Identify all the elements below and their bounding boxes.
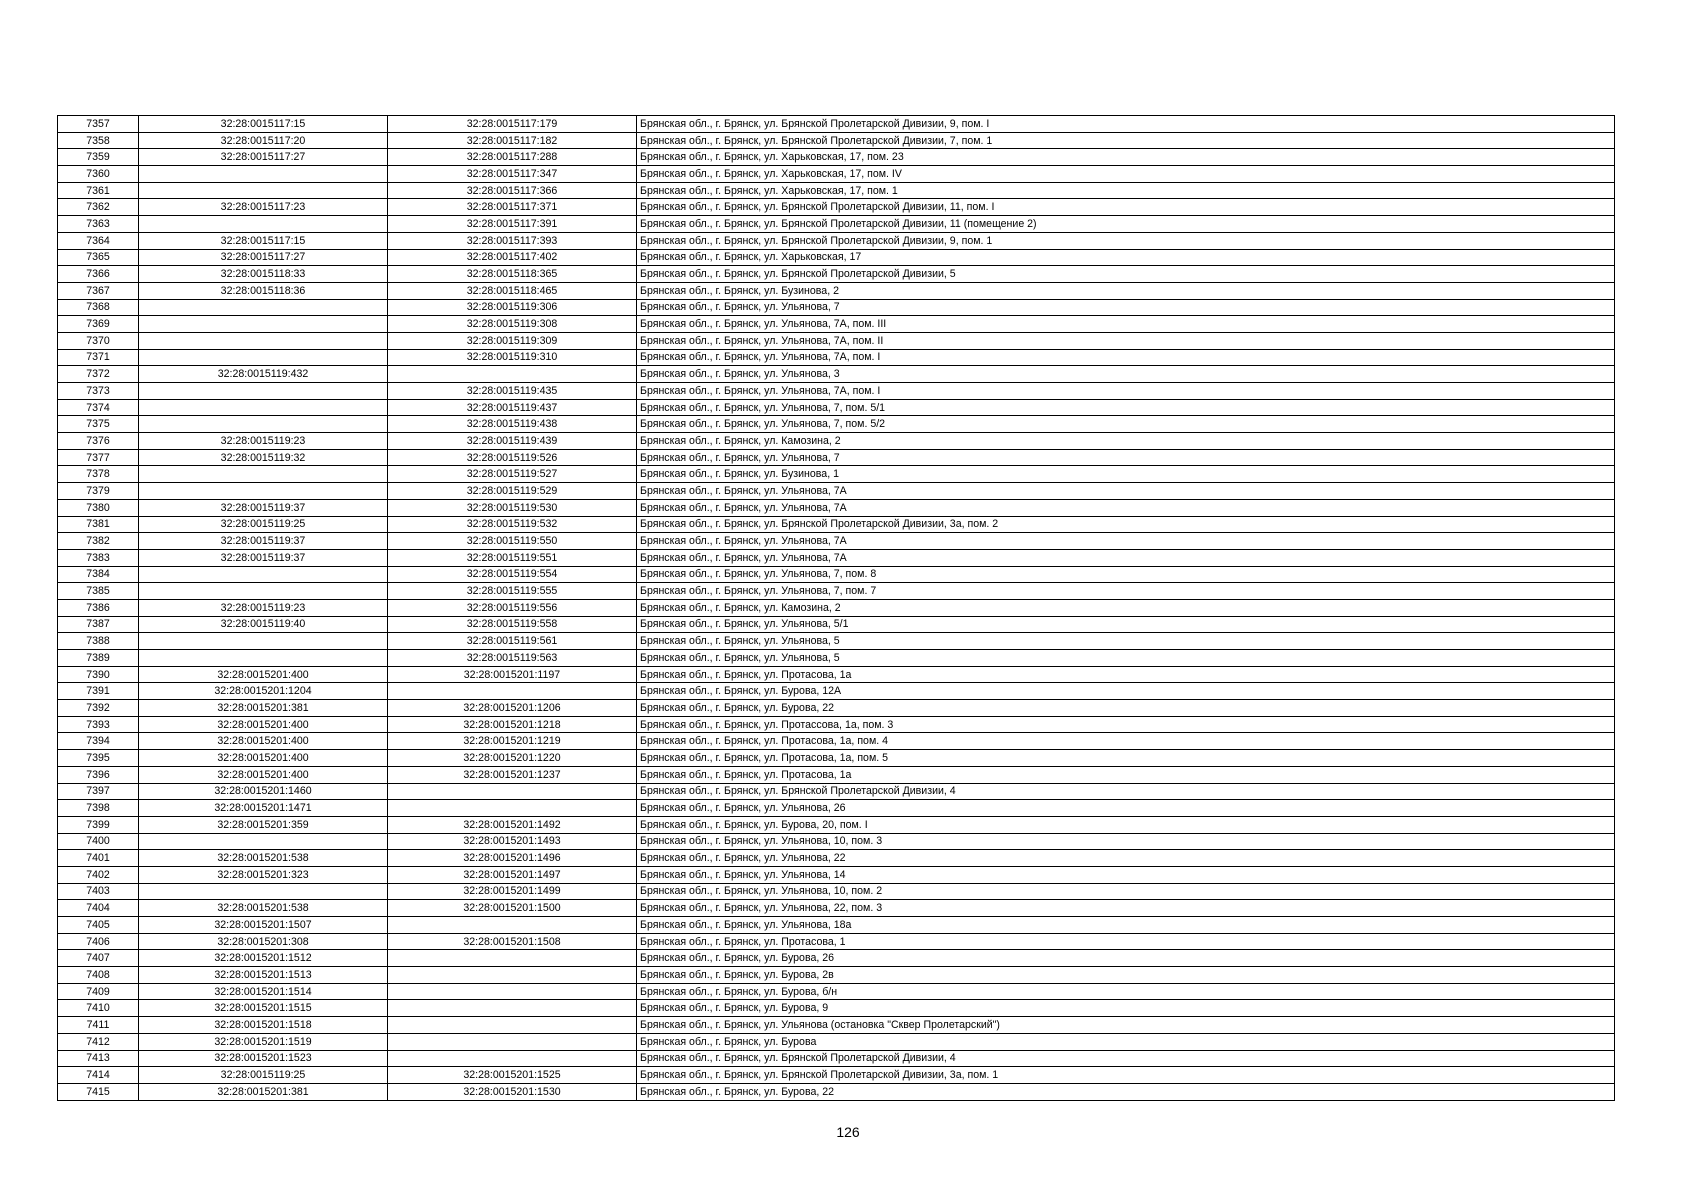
cadastral-number-cell: 32:28:0015119:310 (388, 349, 637, 366)
row-number-cell: 7403 (58, 883, 139, 900)
table-row (58, 216, 1615, 233)
table-row (58, 983, 1615, 1000)
address-cell: Брянская обл., г. Брянск, ул. Ульянова, 7 (637, 449, 1615, 466)
row-number-cell: 7372 (58, 366, 139, 383)
parent-cadastral-number-cell: 32:28:0015201:1471 (139, 800, 388, 817)
row-number-cell: 7392 (58, 700, 139, 717)
table-row (58, 282, 1615, 299)
address-cell: Брянская обл., г. Брянск, ул. Ульянова, 7, пом. 8 (637, 566, 1615, 583)
address-cell: Брянская обл., г. Брянск, ул. Ульянова, 7А (637, 483, 1615, 500)
parent-cadastral-number-cell (139, 349, 388, 366)
address-cell: Брянская обл., г. Брянск, ул. Ульянова, 7А (637, 499, 1615, 516)
table-row (58, 249, 1615, 266)
table-row (58, 650, 1615, 667)
parent-cadastral-number-cell: 32:28:0015201:1204 (139, 683, 388, 700)
address-cell: Брянская обл., г. Брянск, ул. Брянской Пролетарской Дивизии, 11, пом. I (637, 199, 1615, 216)
row-number-cell: 7361 (58, 182, 139, 199)
row-number-cell: 7358 (58, 132, 139, 149)
cadastral-number-cell (388, 983, 637, 1000)
cadastral-number-cell: 32:28:0015117:182 (388, 132, 637, 149)
address-cell: Брянская обл., г. Брянск, ул. Харьковская, 17 (637, 249, 1615, 266)
address-cell: Брянская обл., г. Брянск, ул. Бурова, 20, пом. I (637, 816, 1615, 833)
table-row (58, 166, 1615, 183)
row-number-cell: 7373 (58, 383, 139, 400)
row-number-cell: 7393 (58, 716, 139, 733)
table-row (58, 683, 1615, 700)
row-number-cell: 7389 (58, 650, 139, 667)
address-cell: Брянская обл., г. Брянск, ул. Ульянова (остановка "Сквер Пролетарский") (637, 1017, 1615, 1034)
address-cell: Брянская обл., г. Брянск, ул. Ульянова, 18а (637, 917, 1615, 934)
table-row (58, 416, 1615, 433)
address-cell: Брянская обл., г. Брянск, ул. Ульянова, 7А, пом. I (637, 349, 1615, 366)
row-number-cell: 7375 (58, 416, 139, 433)
cadastral-number-cell (388, 783, 637, 800)
cadastral-number-cell: 32:28:0015119:550 (388, 533, 637, 550)
address-cell: Брянская обл., г. Брянск, ул. Бурова (637, 1033, 1615, 1050)
row-number-cell: 7369 (58, 316, 139, 333)
address-cell: Брянская обл., г. Брянск, ул. Ульянова, 7А (637, 533, 1615, 550)
parent-cadastral-number-cell: 32:28:0015119:37 (139, 499, 388, 516)
cadastral-number-cell: 32:28:0015201:1218 (388, 716, 637, 733)
table-row (58, 866, 1615, 883)
address-cell: Брянская обл., г. Брянск, ул. Протасова, 1а (637, 766, 1615, 783)
cadastral-number-cell: 32:28:0015117:179 (388, 116, 637, 133)
table-row (58, 1000, 1615, 1017)
row-number-cell: 7409 (58, 983, 139, 1000)
cadastral-number-cell: 32:28:0015201:1492 (388, 816, 637, 833)
parent-cadastral-number-cell: 32:28:0015201:400 (139, 733, 388, 750)
table-row (58, 132, 1615, 149)
address-cell: Брянская обл., г. Брянск, ул. Ульянова, 7, пом. 5/1 (637, 399, 1615, 416)
address-cell: Брянская обл., г. Брянск, ул. Ульянова, 5 (637, 650, 1615, 667)
table-row (58, 266, 1615, 283)
parent-cadastral-number-cell (139, 833, 388, 850)
table-row (58, 933, 1615, 950)
table-row (58, 499, 1615, 516)
cadastral-number-cell: 32:28:0015201:1508 (388, 933, 637, 950)
address-cell: Брянская обл., г. Брянск, ул. Протасова, 1а (637, 666, 1615, 683)
parent-cadastral-number-cell: 32:28:0015117:27 (139, 149, 388, 166)
table-row (58, 199, 1615, 216)
parent-cadastral-number-cell: 32:28:0015201:1514 (139, 983, 388, 1000)
parent-cadastral-number-cell (139, 883, 388, 900)
address-cell: Брянская обл., г. Брянск, ул. Брянской Пролетарской Дивизии, 4 (637, 1050, 1615, 1067)
cadastral-number-cell: 32:28:0015117:391 (388, 216, 637, 233)
cadastral-number-cell: 32:28:0015119:526 (388, 449, 637, 466)
table-row (58, 967, 1615, 984)
address-cell: Брянская обл., г. Брянск, ул. Ульянова, 5/1 (637, 616, 1615, 633)
table-row (58, 616, 1615, 633)
cadastral-number-cell: 32:28:0015119:551 (388, 549, 637, 566)
row-number-cell: 7382 (58, 533, 139, 550)
parent-cadastral-number-cell (139, 483, 388, 500)
row-number-cell: 7398 (58, 800, 139, 817)
row-number-cell: 7412 (58, 1033, 139, 1050)
parent-cadastral-number-cell: 32:28:0015119:23 (139, 599, 388, 616)
cadastral-number-cell: 32:28:0015201:1497 (388, 866, 637, 883)
table-row (58, 783, 1615, 800)
cadastral-number-cell: 32:28:0015119:554 (388, 566, 637, 583)
parent-cadastral-number-cell: 32:28:0015117:27 (139, 249, 388, 266)
cadastral-number-cell: 32:28:0015201:1499 (388, 883, 637, 900)
cadastral-number-cell: 32:28:0015201:1525 (388, 1067, 637, 1084)
address-cell: Брянская обл., г. Брянск, ул. Ульянова, 7, пом. 7 (637, 583, 1615, 600)
address-cell: Брянская обл., г. Брянск, ул. Ульянова, 10, пом. 2 (637, 883, 1615, 900)
row-number-cell: 7400 (58, 833, 139, 850)
address-cell: Брянская обл., г. Брянск, ул. Протасова, 1а, пом. 5 (637, 750, 1615, 767)
address-cell: Брянская обл., г. Брянск, ул. Бурова, 22 (637, 700, 1615, 717)
parent-cadastral-number-cell (139, 633, 388, 650)
address-cell: Брянская обл., г. Брянск, ул. Харьковская, 17, пом. IV (637, 166, 1615, 183)
cadastral-number-cell: 32:28:0015119:563 (388, 650, 637, 667)
row-number-cell: 7378 (58, 466, 139, 483)
row-number-cell: 7402 (58, 866, 139, 883)
cadastral-number-cell: 32:28:0015117:288 (388, 149, 637, 166)
cadastral-number-cell: 32:28:0015117:402 (388, 249, 637, 266)
table-row (58, 583, 1615, 600)
parent-cadastral-number-cell: 32:28:0015117:23 (139, 199, 388, 216)
parent-cadastral-number-cell: 32:28:0015201:538 (139, 850, 388, 867)
row-number-cell: 7359 (58, 149, 139, 166)
parent-cadastral-number-cell (139, 216, 388, 233)
address-cell: Брянская обл., г. Брянск, ул. Ульянова, 26 (637, 800, 1615, 817)
cadastral-number-cell: 32:28:0015119:558 (388, 616, 637, 633)
parent-cadastral-number-cell: 32:28:0015117:15 (139, 116, 388, 133)
address-cell: Брянская обл., г. Брянск, ул. Бурова, 9 (637, 1000, 1615, 1017)
cadastral-number-cell: 32:28:0015119:438 (388, 416, 637, 433)
address-cell: Брянская обл., г. Брянск, ул. Бурова, 12А (637, 683, 1615, 700)
cadastral-number-cell (388, 1050, 637, 1067)
table-row (58, 466, 1615, 483)
table-row (58, 349, 1615, 366)
table-row (58, 516, 1615, 533)
row-number-cell: 7413 (58, 1050, 139, 1067)
address-cell: Брянская обл., г. Брянск, ул. Ульянова, 14 (637, 866, 1615, 883)
parent-cadastral-number-cell: 32:28:0015201:400 (139, 716, 388, 733)
row-number-cell: 7381 (58, 516, 139, 533)
row-number-cell: 7363 (58, 216, 139, 233)
address-cell: Брянская обл., г. Брянск, ул. Протасова, 1а, пом. 4 (637, 733, 1615, 750)
table-row (58, 1017, 1615, 1034)
parent-cadastral-number-cell (139, 332, 388, 349)
row-number-cell: 7357 (58, 116, 139, 133)
parent-cadastral-number-cell (139, 650, 388, 667)
parent-cadastral-number-cell: 32:28:0015201:1507 (139, 917, 388, 934)
address-cell: Брянская обл., г. Брянск, ул. Брянской Пролетарской Дивизии, 11 (помещение 2) (637, 216, 1615, 233)
row-number-cell: 7386 (58, 599, 139, 616)
cadastral-number-cell: 32:28:0015119:306 (388, 299, 637, 316)
parent-cadastral-number-cell: 32:28:0015201:308 (139, 933, 388, 950)
row-number-cell: 7385 (58, 583, 139, 600)
table-row (58, 316, 1615, 333)
cadastral-number-cell: 32:28:0015201:1493 (388, 833, 637, 850)
address-cell: Брянская обл., г. Брянск, ул. Бурова, 2в (637, 967, 1615, 984)
cadastral-number-cell: 32:28:0015119:308 (388, 316, 637, 333)
register-table-body (58, 116, 1615, 1101)
cadastral-number-cell (388, 800, 637, 817)
parent-cadastral-number-cell: 32:28:0015119:23 (139, 433, 388, 450)
address-cell: Брянская обл., г. Брянск, ул. Брянской Пролетарской Дивизии, 5 (637, 266, 1615, 283)
row-number-cell: 7414 (58, 1067, 139, 1084)
address-cell: Брянская обл., г. Брянск, ул. Камозина, 2 (637, 599, 1615, 616)
row-number-cell: 7396 (58, 766, 139, 783)
cadastral-number-cell (388, 1017, 637, 1034)
cadastral-number-cell: 32:28:0015201:1237 (388, 766, 637, 783)
row-number-cell: 7368 (58, 299, 139, 316)
cadastral-number-cell: 32:28:0015119:437 (388, 399, 637, 416)
table-row (58, 950, 1615, 967)
table-row (58, 700, 1615, 717)
parent-cadastral-number-cell: 32:28:0015201:538 (139, 900, 388, 917)
cadastral-number-cell: 32:28:0015201:1220 (388, 750, 637, 767)
parent-cadastral-number-cell: 32:28:0015201:1460 (139, 783, 388, 800)
address-cell: Брянская обл., г. Брянск, ул. Ульянова, 22 (637, 850, 1615, 867)
address-cell: Брянская обл., г. Брянск, ул. Ульянова, 7А, пом. III (637, 316, 1615, 333)
parent-cadastral-number-cell: 32:28:0015201:1523 (139, 1050, 388, 1067)
row-number-cell: 7362 (58, 199, 139, 216)
row-number-cell: 7404 (58, 900, 139, 917)
cadastral-number-cell: 32:28:0015201:1496 (388, 850, 637, 867)
address-cell: Брянская обл., г. Брянск, ул. Протассова, 1а, пом. 3 (637, 716, 1615, 733)
row-number-cell: 7401 (58, 850, 139, 867)
table-row (58, 800, 1615, 817)
address-cell: Брянская обл., г. Брянск, ул. Брянской Пролетарской Дивизии, 3а, пом. 1 (637, 1067, 1615, 1084)
table-row (58, 449, 1615, 466)
cadastral-number-cell (388, 1033, 637, 1050)
cadastral-number-cell: 32:28:0015201:1197 (388, 666, 637, 683)
table-row (58, 900, 1615, 917)
row-number-cell: 7380 (58, 499, 139, 516)
address-cell: Брянская обл., г. Брянск, ул. Брянской Пролетарской Дивизии, 7, пом. 1 (637, 132, 1615, 149)
cadastral-number-cell: 32:28:0015119:532 (388, 516, 637, 533)
address-cell: Брянская обл., г. Брянск, ул. Ульянова, 7А, пом. II (637, 332, 1615, 349)
row-number-cell: 7394 (58, 733, 139, 750)
cadastral-number-cell: 32:28:0015117:393 (388, 232, 637, 249)
row-number-cell: 7397 (58, 783, 139, 800)
cadastral-number-cell (388, 1000, 637, 1017)
cadastral-number-cell: 32:28:0015201:1500 (388, 900, 637, 917)
address-cell: Брянская обл., г. Брянск, ул. Брянской Пролетарской Дивизии, 9, пом. 1 (637, 232, 1615, 249)
row-number-cell: 7365 (58, 249, 139, 266)
parent-cadastral-number-cell: 32:28:0015201:359 (139, 816, 388, 833)
row-number-cell: 7360 (58, 166, 139, 183)
table-row (58, 1067, 1615, 1084)
table-row (58, 833, 1615, 850)
row-number-cell: 7405 (58, 917, 139, 934)
row-number-cell: 7374 (58, 399, 139, 416)
address-cell: Брянская обл., г. Брянск, ул. Камозина, 2 (637, 433, 1615, 450)
parent-cadastral-number-cell: 32:28:0015201:323 (139, 866, 388, 883)
table-row (58, 1083, 1615, 1100)
parent-cadastral-number-cell (139, 166, 388, 183)
table-row (58, 149, 1615, 166)
cadastral-number-cell (388, 917, 637, 934)
row-number-cell: 7376 (58, 433, 139, 450)
address-cell: Брянская обл., г. Брянск, ул. Брянской Пролетарской Дивизии, 4 (637, 783, 1615, 800)
parent-cadastral-number-cell (139, 316, 388, 333)
parent-cadastral-number-cell: 32:28:0015201:1515 (139, 1000, 388, 1017)
cadastral-number-cell (388, 683, 637, 700)
table-row (58, 917, 1615, 934)
table-row (58, 750, 1615, 767)
row-number-cell: 7367 (58, 282, 139, 299)
cadastral-number-cell: 32:28:0015118:365 (388, 266, 637, 283)
parent-cadastral-number-cell: 32:28:0015201:381 (139, 1083, 388, 1100)
cadastral-number-cell: 32:28:0015201:1206 (388, 700, 637, 717)
table-row (58, 533, 1615, 550)
cadastral-number-cell: 32:28:0015119:529 (388, 483, 637, 500)
parent-cadastral-number-cell: 32:28:0015201:1518 (139, 1017, 388, 1034)
address-cell: Брянская обл., г. Брянск, ул. Брянской Пролетарской Дивизии, 3а, пом. 2 (637, 516, 1615, 533)
row-number-cell: 7407 (58, 950, 139, 967)
parent-cadastral-number-cell: 32:28:0015119:25 (139, 516, 388, 533)
table-row (58, 549, 1615, 566)
cadastral-number-cell: 32:28:0015118:465 (388, 282, 637, 299)
table-row (58, 366, 1615, 383)
row-number-cell: 7370 (58, 332, 139, 349)
parent-cadastral-number-cell: 32:28:0015118:33 (139, 266, 388, 283)
row-number-cell: 7377 (58, 449, 139, 466)
cadastral-number-cell: 32:28:0015119:435 (388, 383, 637, 400)
parent-cadastral-number-cell: 32:28:0015119:432 (139, 366, 388, 383)
address-cell: Брянская обл., г. Брянск, ул. Ульянова, 5 (637, 633, 1615, 650)
row-number-cell: 7379 (58, 483, 139, 500)
table-row (58, 1033, 1615, 1050)
parent-cadastral-number-cell (139, 416, 388, 433)
cadastral-number-cell: 32:28:0015119:527 (388, 466, 637, 483)
parent-cadastral-number-cell (139, 299, 388, 316)
parent-cadastral-number-cell: 32:28:0015119:40 (139, 616, 388, 633)
cadastral-number-cell: 32:28:0015119:439 (388, 433, 637, 450)
row-number-cell: 7399 (58, 816, 139, 833)
address-cell: Брянская обл., г. Брянск, ул. Бурова, 26 (637, 950, 1615, 967)
row-number-cell: 7415 (58, 1083, 139, 1100)
table-row (58, 1050, 1615, 1067)
row-number-cell: 7410 (58, 1000, 139, 1017)
cadastral-number-cell: 32:28:0015117:347 (388, 166, 637, 183)
cadastral-number-cell: 32:28:0015201:1219 (388, 733, 637, 750)
table-row (58, 733, 1615, 750)
table-row (58, 383, 1615, 400)
parent-cadastral-number-cell: 32:28:0015119:32 (139, 449, 388, 466)
row-number-cell: 7364 (58, 232, 139, 249)
parent-cadastral-number-cell (139, 399, 388, 416)
table-row (58, 716, 1615, 733)
address-cell: Брянская обл., г. Брянск, ул. Ульянова, 7А, пом. I (637, 383, 1615, 400)
address-cell: Брянская обл., г. Брянск, ул. Брянской Пролетарской Дивизии, 9, пом. I (637, 116, 1615, 133)
parent-cadastral-number-cell (139, 583, 388, 600)
address-cell: Брянская обл., г. Брянск, ул. Ульянова, 3 (637, 366, 1615, 383)
parent-cadastral-number-cell (139, 383, 388, 400)
parent-cadastral-number-cell: 32:28:0015117:20 (139, 132, 388, 149)
parent-cadastral-number-cell: 32:28:0015117:15 (139, 232, 388, 249)
address-cell: Брянская обл., г. Брянск, ул. Ульянова, 10, пом. 3 (637, 833, 1615, 850)
parent-cadastral-number-cell: 32:28:0015201:381 (139, 700, 388, 717)
table-row (58, 299, 1615, 316)
parent-cadastral-number-cell: 32:28:0015118:36 (139, 282, 388, 299)
row-number-cell: 7408 (58, 967, 139, 984)
table-row (58, 332, 1615, 349)
table-row (58, 483, 1615, 500)
address-cell: Брянская обл., г. Брянск, ул. Бузинова, 2 (637, 282, 1615, 299)
row-number-cell: 7366 (58, 266, 139, 283)
cadastral-number-cell (388, 967, 637, 984)
parent-cadastral-number-cell (139, 182, 388, 199)
row-number-cell: 7387 (58, 616, 139, 633)
parent-cadastral-number-cell: 32:28:0015201:400 (139, 666, 388, 683)
row-number-cell: 7406 (58, 933, 139, 950)
parent-cadastral-number-cell: 32:28:0015201:1512 (139, 950, 388, 967)
address-cell: Брянская обл., г. Брянск, ул. Ульянова, 22, пом. 3 (637, 900, 1615, 917)
row-number-cell: 7395 (58, 750, 139, 767)
cadastral-number-cell: 32:28:0015119:561 (388, 633, 637, 650)
parent-cadastral-number-cell: 32:28:0015119:25 (139, 1067, 388, 1084)
address-cell: Брянская обл., г. Брянск, ул. Бурова, 22 (637, 1083, 1615, 1100)
table-row (58, 633, 1615, 650)
table-row (58, 766, 1615, 783)
parent-cadastral-number-cell: 32:28:0015201:400 (139, 766, 388, 783)
table-row (58, 883, 1615, 900)
table-row (58, 850, 1615, 867)
table-row (58, 566, 1615, 583)
table-row (58, 399, 1615, 416)
page-number: 126 (836, 1124, 860, 1140)
address-cell: Брянская обл., г. Брянск, ул. Ульянова, 7, пом. 5/2 (637, 416, 1615, 433)
parent-cadastral-number-cell: 32:28:0015201:1519 (139, 1033, 388, 1050)
cadastral-number-cell: 32:28:0015119:556 (388, 599, 637, 616)
cadastral-number-cell: 32:28:0015117:371 (388, 199, 637, 216)
table-row (58, 666, 1615, 683)
table-row (58, 599, 1615, 616)
address-cell: Брянская обл., г. Брянск, ул. Харьковская, 17, пом. 23 (637, 149, 1615, 166)
cadastral-number-cell: 32:28:0015201:1530 (388, 1083, 637, 1100)
table-row (58, 433, 1615, 450)
cadastral-number-cell: 32:28:0015119:309 (388, 332, 637, 349)
parent-cadastral-number-cell: 32:28:0015201:400 (139, 750, 388, 767)
row-number-cell: 7384 (58, 566, 139, 583)
row-number-cell: 7391 (58, 683, 139, 700)
row-number-cell: 7390 (58, 666, 139, 683)
table-row (58, 116, 1615, 133)
address-cell: Брянская обл., г. Брянск, ул. Ульянова, 7А (637, 549, 1615, 566)
table-row (58, 232, 1615, 249)
cadastral-number-cell: 32:28:0015119:555 (388, 583, 637, 600)
parent-cadastral-number-cell: 32:28:0015119:37 (139, 533, 388, 550)
row-number-cell: 7411 (58, 1017, 139, 1034)
table-row (58, 182, 1615, 199)
row-number-cell: 7388 (58, 633, 139, 650)
table-row (58, 816, 1615, 833)
address-cell: Брянская обл., г. Брянск, ул. Ульянова, 7 (637, 299, 1615, 316)
parent-cadastral-number-cell (139, 566, 388, 583)
cadastral-number-cell (388, 366, 637, 383)
address-cell: Брянская обл., г. Брянск, ул. Бузинова, 1 (637, 466, 1615, 483)
row-number-cell: 7383 (58, 549, 139, 566)
parent-cadastral-number-cell: 32:28:0015201:1513 (139, 967, 388, 984)
address-cell: Брянская обл., г. Брянск, ул. Бурова, б/н (637, 983, 1615, 1000)
cadastral-number-cell: 32:28:0015119:530 (388, 499, 637, 516)
parent-cadastral-number-cell (139, 466, 388, 483)
row-number-cell: 7371 (58, 349, 139, 366)
address-cell: Брянская обл., г. Брянск, ул. Протасова, 1 (637, 933, 1615, 950)
cadastral-number-cell: 32:28:0015117:366 (388, 182, 637, 199)
address-cell: Брянская обл., г. Брянск, ул. Харьковская, 17, пом. 1 (637, 182, 1615, 199)
cadastral-number-cell (388, 950, 637, 967)
parent-cadastral-number-cell: 32:28:0015119:37 (139, 549, 388, 566)
register-table (57, 115, 1615, 1101)
